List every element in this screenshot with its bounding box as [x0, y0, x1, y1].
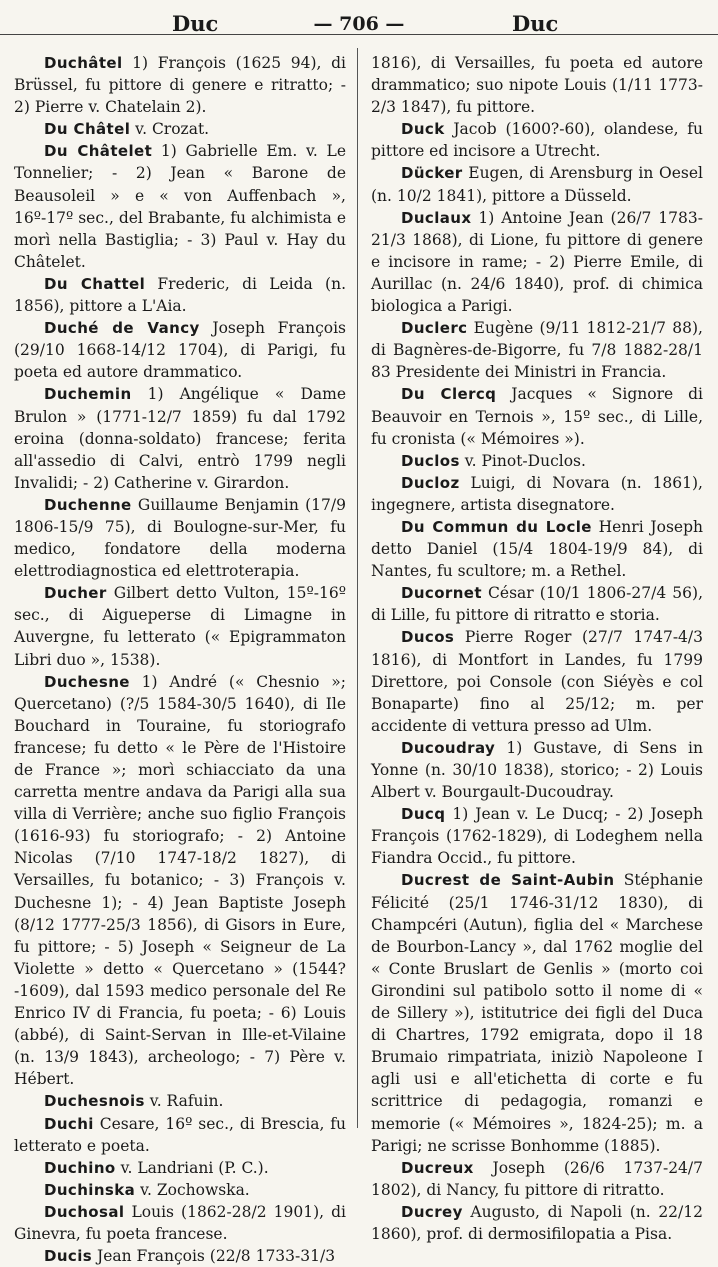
- entry-headword: Duclos: [401, 451, 460, 470]
- entry-text: v. Pinot-Duclos.: [459, 451, 586, 470]
- entry-text: Joseph François (29/10 1668-14/12 1704), di Parigi, fu poeta ed autore drammatico.: [14, 319, 346, 382]
- entry-text: Frederic, di Leida (n. 1856), pittore a L'Aia.: [14, 274, 346, 316]
- dictionary-entry: [371, 472, 703, 516]
- entry-text: v. Crozat.: [130, 120, 210, 139]
- entry-headword: Duchino: [44, 1158, 116, 1177]
- dictionary-entry: [371, 803, 703, 869]
- entry-text: v. Landriani (P. C.).: [115, 1158, 269, 1177]
- dictionary-entry: [14, 383, 346, 493]
- dictionary-entry: [371, 383, 703, 449]
- entry-headword: Duchenne: [44, 495, 132, 514]
- entry-headword: Ducrest de Saint-Aubin: [401, 871, 615, 890]
- entry-headword: Ducos: [401, 628, 455, 647]
- entry-text: Pierre Roger (27/7 1747-4/3 1816), di Montfort in Landes, fu 1799 Direttore, poi Console (con Siéyès e col Bonaparte) fino al 25/12; m. per accidente di vettura presso ad Ulm.: [371, 628, 703, 735]
- entry-headword: Dücker: [401, 164, 463, 183]
- entry-text: Guillaume Benjamin (17/9 1806-15/9 75), di Boulogne-sur-Mer, fu medico, fondatore della moderna elettrodiagnostica ed elettroterapia.: [14, 495, 346, 581]
- dictionary-entry: [14, 671, 346, 1091]
- entry-text: Jean François (22/8 1733-31/3: [92, 1247, 336, 1266]
- entry-headword: Duchemin: [44, 385, 132, 404]
- page-header: [0, 4, 718, 35]
- entry-text: Joseph (26/6 1737-24/7 1802), di Nancy, fu pittore di ritratto.: [371, 1158, 703, 1199]
- dictionary-entry: [14, 1157, 346, 1179]
- entry-text: Luigi, di Novara (n. 1861), ingegnere, artista disegnatore.: [371, 473, 703, 514]
- entry-headword: Duchesne: [44, 672, 130, 691]
- dictionary-entry: [371, 317, 703, 383]
- dictionary-entry: [371, 207, 703, 317]
- entry-text: 1) Gabrielle Em. v. Le Tonnelier; - 2) Jean « Barone de Beausoleil » e « von Auffenbach », 16º-17º sec., del Brabante, fu alchimista e morì nella Bastiglia; - 3) Paul v. Hay du Châtelet.: [14, 142, 347, 271]
- entry-text: Eugène (9/11 1812-21/7 88), di Bagnères-de-Bigorre, fu 7/8 1882-28/1 83 Presidente dei Ministri in Francia.: [371, 319, 703, 382]
- dictionary-entry: [14, 118, 346, 140]
- entry-text: 1) Gustave, di Sens in Yonne (n. 30/10 1838), storico; - 2) Louis Albert v. Bourgault-Ducoudray.: [371, 738, 703, 802]
- entry-headword: Duck: [401, 120, 445, 139]
- entry-headword: Du Commun du Locle: [401, 517, 592, 536]
- entry-text: 1) André (« Chesnio »; Quercetano) (?/5 1584-30/5 1640), di Ile Bouchard in Touraine, fu storiografo francese; fu detto « le Père de l'Histoire de France »; morì schiacciato da una carretta mentre andava da Parigi alla sua villa di Verrière; anche suo figlio François (1616-93) fu storiografo; - 2) Antoine Nicolas (7/10 1747-18/2 1827), di Versailles, fu botanico; - 3) François v. Duchesne 1); - 4) Jean Baptiste Joseph (8/12 1777-25/3 1856), di Gisors in Eure, fu pittore; - 5) Joseph « Seigneur de La Violette » detto « Quercetano » (1544?-1609), dal 1593 medico personale del Re Enrico IV di Francia, fu poeta; - 6) Louis (abbé), di Saint-Servan in Ille-et-Vilaine (n. 13/9 1843), archeologo; - 7) Père v. Hébert.: [14, 672, 346, 1089]
- entry-headword: Ducrey: [401, 1202, 463, 1221]
- entry-headword: Ducher: [44, 584, 107, 603]
- entry-text: Eugen, di Arensburg in Oesel (n. 10/2 1841), pittore a Düsseld.: [371, 164, 703, 205]
- entry-headword: Ducloz: [401, 473, 460, 492]
- entry-headword: Du Chattel: [44, 274, 146, 293]
- entry-headword: Duchesnois: [44, 1092, 145, 1111]
- entry-text: César (10/1 1806-27/4 56), di Lille, fu pittore di ritratto e storia.: [371, 584, 703, 625]
- dictionary-entry: [14, 1090, 346, 1112]
- entry-headword: Duchosal: [44, 1202, 125, 1221]
- entry-headword: Ducoudray: [401, 738, 496, 757]
- entry-headword: Ducq: [401, 805, 446, 824]
- entry-headword: Du Châtel: [44, 120, 131, 139]
- dictionary-entry: [14, 1245, 346, 1267]
- running-head-right: Duc: [512, 11, 559, 36]
- dictionary-entry: [14, 1179, 346, 1201]
- dictionary-entry: [14, 582, 346, 670]
- dictionary-entry: [371, 450, 703, 472]
- entry-headword: Duchinska: [44, 1180, 136, 1199]
- dictionary-entry: [14, 317, 346, 383]
- column-rule: [357, 48, 358, 1128]
- entry-headword: Ducreux: [401, 1158, 474, 1177]
- entry-headword: Ducis: [44, 1247, 93, 1266]
- dictionary-entry: [371, 737, 703, 803]
- dictionary-entry: [371, 118, 703, 162]
- entry-text: 1) Jean v. Le Ducq; - 2) Joseph François (1762-1829), di Lodeghem nella Fiandra Occid., fu pittore.: [371, 805, 703, 868]
- entry-headword: Duclerc: [401, 319, 468, 338]
- dictionary-entry: [371, 52, 703, 118]
- entry-text: Henri Joseph detto Daniel (15/4 1804-19/9 84), di Nantes, fu scultore; m. a Rethel.: [371, 517, 703, 581]
- dictionary-entry: [14, 52, 346, 118]
- right-column: [371, 52, 703, 1245]
- entry-headword: Duclaux: [401, 208, 472, 227]
- dictionary-entry: [371, 626, 703, 736]
- dictionary-entry: [371, 582, 703, 626]
- dictionary-entry: [14, 273, 346, 317]
- dictionary-entry: [371, 869, 703, 1156]
- entry-headword: Duché de Vancy: [44, 319, 200, 338]
- entry-text: Louis (1862-28/2 1901), di Ginevra, fu poeta francese.: [14, 1202, 346, 1243]
- entry-headword: Duchi: [44, 1114, 94, 1133]
- entry-headword: Ducornet: [401, 584, 482, 603]
- entry-text: 1816), di Versailles, fu poeta ed autore drammatico; suo nipote Louis (1/11 1773-2/3 1847), fu pittore.: [371, 54, 703, 117]
- dictionary-entry: [14, 140, 346, 273]
- dictionary-entry: [14, 494, 346, 582]
- page-number: — 706 —: [313, 13, 405, 35]
- dictionary-entry: [371, 1157, 703, 1201]
- entry-text: Jacques « Signore di Beauvoir en Ternois », 15º sec., di Lille, fu cronista (« Mémoires »).: [371, 385, 703, 448]
- entry-text: Augusto, di Napoli (n. 22/12 1860), prof. di dermosifilopatia a Pisa.: [371, 1202, 703, 1243]
- entry-text: v. Rafuin.: [144, 1092, 224, 1111]
- entry-text: 1) Angélique « Dame Brulon » (1771-12/7 1859) fu dal 1792 eroina (donna-soldato) francese; ferita all'assedio di Calvi, entrò 1799 negli Invalidi; - 2) Catherine v. Girardon.: [14, 385, 346, 492]
- running-head-left: Duc: [172, 11, 219, 36]
- left-column: [14, 52, 346, 1267]
- entry-headword: Duchâtel: [44, 54, 123, 72]
- dictionary-entry: [371, 1201, 703, 1245]
- entry-text: Stéphanie Félicité (25/1 1746-31/12 1830), di Champcéri (Autun), figlia del « Marchese de Bourbon-Lancy », dal 1762 moglie del « Conte Bruslart de Genlis » (morto coi Girondini sul patibolo sotto il nome di « de Sillery »), istitutrice dei figli del Duca di Chartres, 1792 emigrata, dopo il 18 Brumaio rimpatriata, iniziò Napoleone I agli usi e all'etichetta di corte e fu scrittrice di pedagogia, romanzi e memorie (« Mémoires », 1824-25); m. a Parigi; ne scrisse Bonhomme (1885).: [371, 871, 703, 1155]
- entry-headword: Du Châtelet: [44, 142, 153, 161]
- dictionary-entry: [371, 162, 703, 206]
- entry-text: 1) François (1625 94), di Brüssel, fu pittore di genere e ritratto; - 2) Pierre v. Chatelain 2).: [14, 54, 346, 117]
- entry-text: v. Zochowska.: [135, 1180, 250, 1199]
- dictionary-entry: [14, 1113, 346, 1157]
- entry-text: 1) Antoine Jean (26/7 1783-21/3 1868), di Lione, fu pittore di genere e incisore in rame; - 2) Pierre Emile, di Aurillac (n. 24/6 1840), prof. di chimica biologica a Parigi.: [371, 208, 703, 316]
- dictionary-entry: [14, 1201, 346, 1245]
- dictionary-entry: [371, 516, 703, 582]
- entry-headword: Du Clercq: [401, 385, 497, 404]
- entry-text: Gilbert detto Vulton, 15º-16º sec., di Aigueperse di Limagne in Auvergne, fu letterato (« Epigrammaton Libri duo », 1538).: [14, 584, 346, 669]
- entry-text: Jacob (1600?-60), olandese, fu pittore ed incisore a Utrecht.: [371, 120, 703, 161]
- entry-text: Cesare, 16º sec., di Brescia, fu letterato e poeta.: [14, 1114, 346, 1155]
